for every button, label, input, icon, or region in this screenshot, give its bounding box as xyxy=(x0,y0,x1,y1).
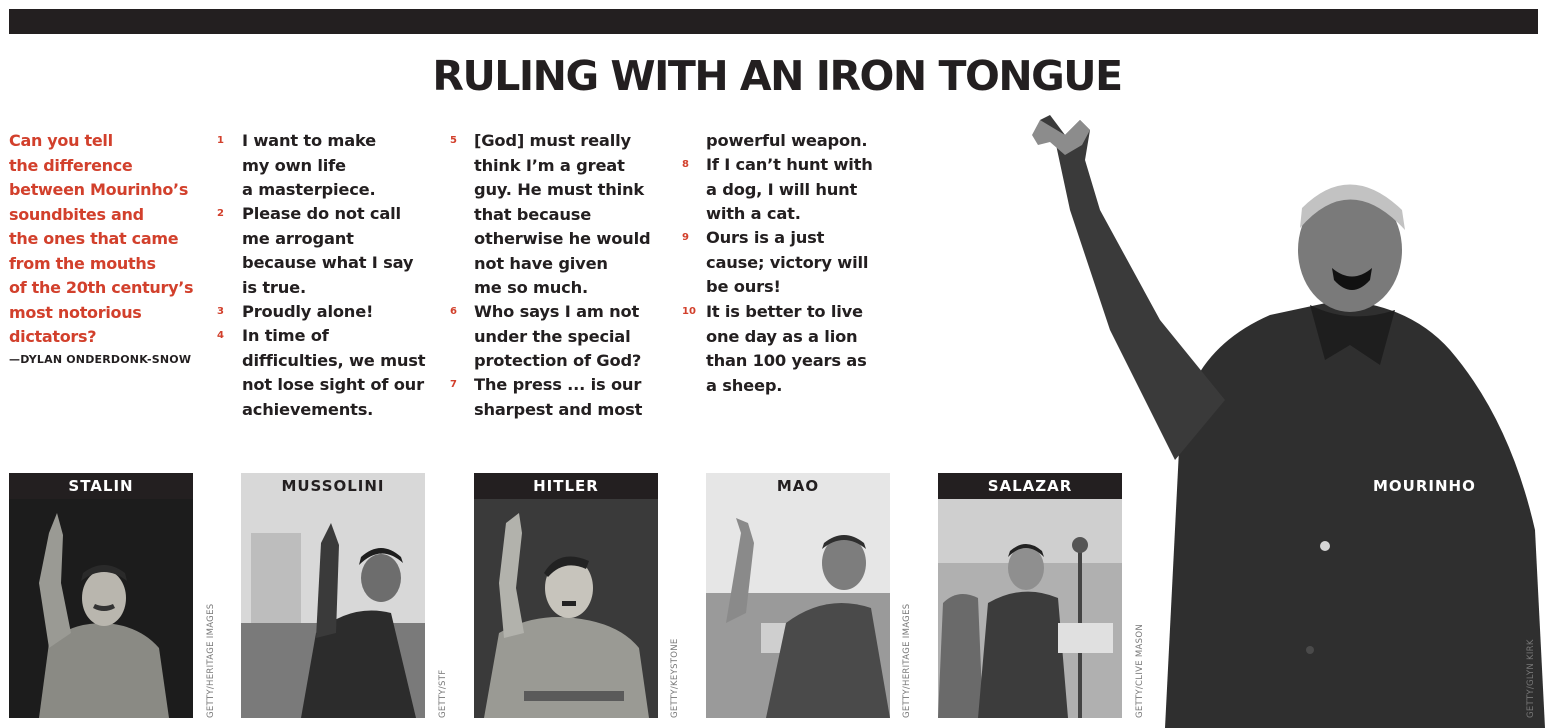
headline: RULING WITH AN IRON TONGUE xyxy=(432,52,1122,100)
intro-line: the difference xyxy=(9,155,133,175)
quote-6 xyxy=(474,300,674,374)
quote-line: Please do not call xyxy=(242,204,401,223)
quote-line: The press ... is our xyxy=(474,375,642,394)
quote-7-continued xyxy=(706,129,906,154)
photo-label-mao: MAO xyxy=(776,477,820,495)
quote-2 xyxy=(242,202,432,300)
quote-line: achievements. xyxy=(242,399,374,419)
quote-line: me so much. xyxy=(474,278,589,297)
quote-7 xyxy=(474,373,674,422)
quote-number: 6 xyxy=(450,306,457,317)
credit-stalin: GETTY/HERITAGE IMAGES xyxy=(206,603,216,718)
quote-line: think I’m a great xyxy=(474,155,625,175)
quote-line: Ours is a just xyxy=(706,228,825,247)
quote-number: 5 xyxy=(450,135,457,146)
photo-mussolini xyxy=(241,473,425,718)
quote-line: cause; victory will xyxy=(706,252,869,272)
top-rule-bar xyxy=(9,9,1538,34)
quote-line: sharpest and most xyxy=(474,399,643,419)
quote-1 xyxy=(242,129,432,203)
quote-number: 4 xyxy=(217,330,224,341)
quote-line: that because xyxy=(474,204,592,224)
quote-line: It is better to live xyxy=(706,302,863,321)
quote-line: one day as a lion xyxy=(706,326,858,346)
quote-number: 10 xyxy=(682,306,696,317)
quote-line: than 100 years as xyxy=(706,351,867,370)
quote-number: 9 xyxy=(682,232,689,243)
intro-line: dictators? xyxy=(9,327,97,346)
quote-line: a masterpiece. xyxy=(242,180,376,199)
mussolini-figure-illustration xyxy=(241,473,425,718)
photo-label-hitler: HITLER xyxy=(474,473,658,499)
photo-label-stalin: STALIN xyxy=(9,473,193,499)
quote-line: guy. He must think xyxy=(474,180,645,199)
credit-mourinho: GETTY/GLYN KIRK xyxy=(1526,639,1536,718)
quote-line: under the special xyxy=(474,326,631,346)
credit-salazar: GETTY/CLIVE MASON xyxy=(1135,623,1145,718)
photo-mao xyxy=(706,473,890,718)
intro-line: between Mourinho’s xyxy=(9,180,189,199)
quote-number: 2 xyxy=(217,208,224,219)
intro-line: Can you tell xyxy=(9,131,113,150)
quote-5 xyxy=(474,129,674,301)
quote-line: protection of God? xyxy=(474,351,642,370)
quote-number: 8 xyxy=(682,159,689,170)
quote-line: If I can’t hunt with xyxy=(706,155,873,174)
intro-line: most notorious xyxy=(9,302,142,322)
intro-text xyxy=(9,129,209,350)
quote-line: difficulties, we must xyxy=(242,350,426,370)
quote-line: Proudly alone! xyxy=(242,302,374,321)
quote-line: my own life xyxy=(242,155,346,175)
photo-label-mourinho: MOURINHO xyxy=(1373,477,1476,495)
credit-hitler: GETTY/KEYSTONE xyxy=(670,638,680,718)
quote-line: a sheep. xyxy=(706,375,783,395)
quote-line: because what I say xyxy=(242,253,414,272)
quote-number: 1 xyxy=(217,135,224,146)
quote-line: not have given xyxy=(474,253,608,273)
quote-number: 3 xyxy=(217,306,224,317)
quote-line: Who says I am not xyxy=(474,302,640,321)
quote-line: is true. xyxy=(242,277,306,297)
quote-number: 7 xyxy=(450,379,457,390)
quote-10 xyxy=(706,300,906,398)
quote-line: In time of xyxy=(242,326,329,345)
mao-figure-illustration xyxy=(706,473,890,718)
quote-line: [God] must really xyxy=(474,131,631,150)
quote-line: I want to make xyxy=(242,131,377,150)
quote-8 xyxy=(706,153,906,227)
photo-hitler xyxy=(474,473,658,718)
quote-3 xyxy=(242,300,432,325)
quote-line: otherwise he would xyxy=(474,229,651,248)
quote-line: powerful weapon. xyxy=(706,131,868,150)
quote-4 xyxy=(242,324,442,422)
byline: —DYLAN ONDERDONK-SNOW xyxy=(9,353,192,366)
photo-stalin xyxy=(9,473,193,718)
photo-label-mussolini: MUSSOLINI xyxy=(281,477,385,495)
quote-line: a dog, I will hunt xyxy=(706,179,858,199)
mourinho-figure-illustration xyxy=(1010,100,1554,728)
quote-line: with a cat. xyxy=(706,204,801,223)
credit-mussolini: GETTY/STF xyxy=(438,669,448,718)
intro-line: from the mouths xyxy=(9,253,156,273)
stalin-figure-illustration xyxy=(9,473,193,718)
intro-line: soundbites and xyxy=(9,204,144,224)
intro-line: of the 20th century’s xyxy=(9,278,194,297)
photo-label-salazar: SALAZAR xyxy=(938,473,1122,499)
credit-mao: GETTY/HERITAGE IMAGES xyxy=(902,603,912,718)
hitler-figure-illustration xyxy=(474,473,658,718)
quote-9 xyxy=(706,226,906,300)
intro-line: the ones that came xyxy=(9,229,179,248)
quote-line: be ours! xyxy=(706,277,781,296)
quote-line: not lose sight of our xyxy=(242,375,424,394)
quote-line: me arrogant xyxy=(242,228,354,248)
